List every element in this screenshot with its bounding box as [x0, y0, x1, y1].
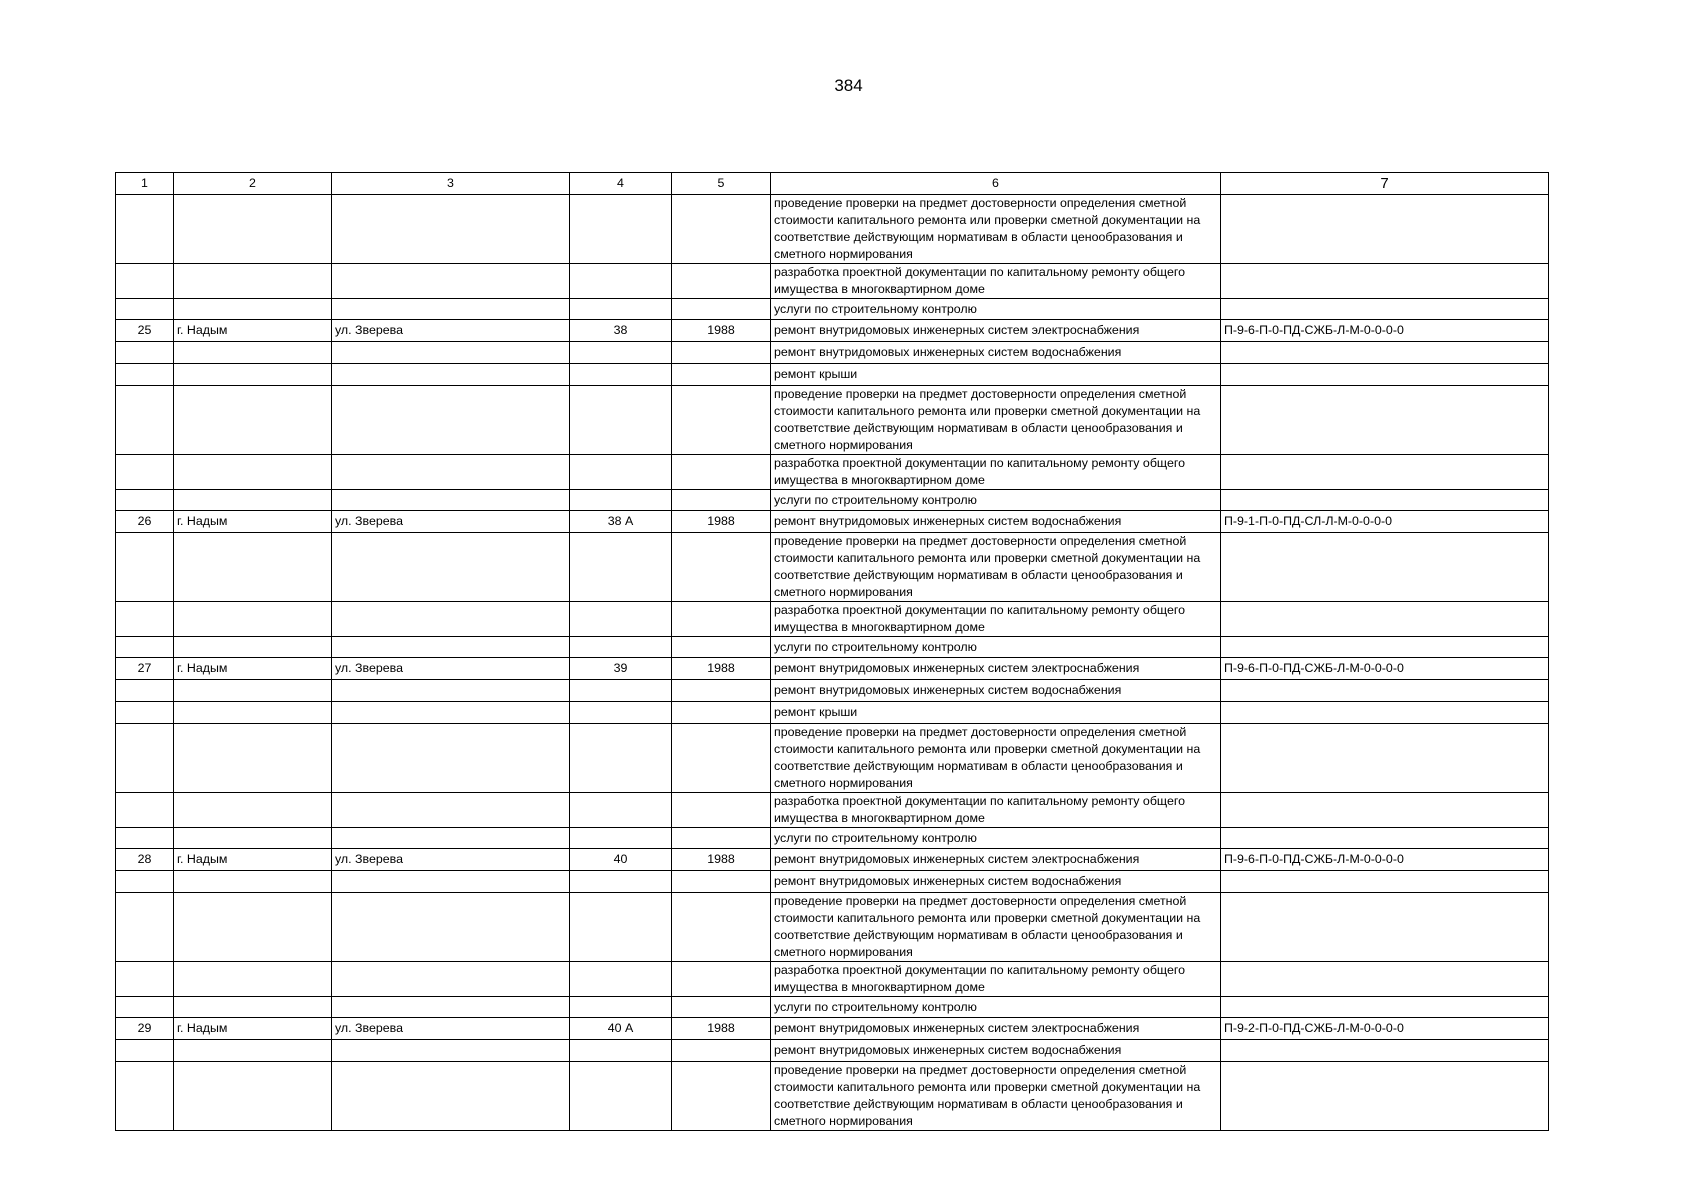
build-year-cell: 1988: [672, 1018, 771, 1040]
city-cell: [174, 871, 332, 893]
street-cell: [332, 195, 570, 264]
row-number-cell: [116, 533, 174, 602]
table-row: [116, 893, 1549, 962]
row-number-cell: [116, 1062, 174, 1131]
building-row: [116, 849, 1549, 871]
table-row: [116, 342, 1549, 364]
row-number-cell: [116, 793, 174, 828]
building-code-cell: [1221, 893, 1549, 962]
row-number-cell: [116, 702, 174, 724]
building-code-cell: [1221, 299, 1549, 320]
table-row: [116, 793, 1549, 828]
build-year-cell: 1988: [672, 658, 771, 680]
table-row: [116, 299, 1549, 320]
house-number-cell: [570, 299, 672, 320]
city-cell: [174, 724, 332, 793]
city-cell: [174, 962, 332, 997]
work-type-cell: ремонт внутридомовых инженерных систем электроснабжения: [771, 1018, 1221, 1040]
city-cell: [174, 893, 332, 962]
house-number-cell: 40: [570, 849, 672, 871]
work-type-cell: ремонт внутридомовых инженерных систем электроснабжения: [771, 658, 1221, 680]
table-row: [116, 602, 1549, 637]
row-number-cell: [116, 602, 174, 637]
row-number-cell: [116, 386, 174, 455]
city-cell: [174, 1040, 332, 1062]
work-type-cell: разработка проектной документации по капитальному ремонту общего имущества в многоквартирном доме: [771, 264, 1221, 299]
row-number-cell: [116, 1040, 174, 1062]
row-number-cell: 25: [116, 320, 174, 342]
street-cell: [332, 342, 570, 364]
house-number-cell: [570, 680, 672, 702]
work-type-cell: ремонт внутридомовых инженерных систем водоснабжения: [771, 511, 1221, 533]
street-cell: [332, 793, 570, 828]
table-row: [116, 364, 1549, 386]
work-type-cell: разработка проектной документации по капитальному ремонту общего имущества в многоквартирном доме: [771, 602, 1221, 637]
work-type-cell: разработка проектной документации по капитальному ремонту общего имущества в многоквартирном доме: [771, 793, 1221, 828]
column-header-2: 2: [174, 173, 332, 195]
street-cell: [332, 893, 570, 962]
street-cell: [332, 1040, 570, 1062]
street-cell: [332, 724, 570, 793]
city-cell: [174, 386, 332, 455]
build-year-cell: [672, 793, 771, 828]
build-year-cell: [672, 364, 771, 386]
table-row: [116, 962, 1549, 997]
city-cell: [174, 264, 332, 299]
column-header-7: 7: [1221, 173, 1549, 195]
building-row: [116, 320, 1549, 342]
house-number-cell: [570, 702, 672, 724]
city-cell: г. Надым: [174, 320, 332, 342]
house-number-cell: [570, 533, 672, 602]
build-year-cell: [672, 828, 771, 849]
column-number-row: [116, 173, 1549, 195]
building-code-cell: [1221, 828, 1549, 849]
house-number-cell: [570, 1062, 672, 1131]
build-year-cell: 1988: [672, 511, 771, 533]
building-code-cell: [1221, 680, 1549, 702]
build-year-cell: [672, 724, 771, 793]
work-type-cell: ремонт внутридомовых инженерных систем электроснабжения: [771, 320, 1221, 342]
house-number-cell: [570, 871, 672, 893]
city-cell: г. Надым: [174, 1018, 332, 1040]
city-cell: [174, 828, 332, 849]
house-number-cell: 39: [570, 658, 672, 680]
table-row: [116, 828, 1549, 849]
street-cell: [332, 637, 570, 658]
building-code-cell: [1221, 533, 1549, 602]
city-cell: [174, 490, 332, 511]
build-year-cell: [672, 490, 771, 511]
house-number-cell: [570, 342, 672, 364]
house-number-cell: [570, 724, 672, 793]
work-type-cell: услуги по строительному контролю: [771, 997, 1221, 1018]
house-number-cell: [570, 455, 672, 490]
table-row: [116, 386, 1549, 455]
street-cell: [332, 702, 570, 724]
row-number-cell: [116, 828, 174, 849]
street-cell: [332, 490, 570, 511]
building-code-cell: П-9-6-П-0-ПД-СЖБ-Л-М-0-0-0-0: [1221, 849, 1549, 871]
house-number-cell: [570, 828, 672, 849]
city-cell: [174, 533, 332, 602]
build-year-cell: [672, 893, 771, 962]
city-cell: г. Надым: [174, 511, 332, 533]
work-type-cell: услуги по строительному контролю: [771, 490, 1221, 511]
street-cell: ул. Зверева: [332, 658, 570, 680]
build-year-cell: [672, 602, 771, 637]
row-number-cell: 29: [116, 1018, 174, 1040]
city-cell: [174, 1062, 332, 1131]
table-row: [116, 724, 1549, 793]
house-number-cell: [570, 386, 672, 455]
table-row: [116, 490, 1549, 511]
house-number-cell: [570, 602, 672, 637]
building-code-cell: [1221, 637, 1549, 658]
building-code-cell: [1221, 702, 1549, 724]
work-type-cell: проведение проверки на предмет достоверности определения сметной стоимости капитального ремонта или проверки сметной документации на соответствие действующим нормативам в области ценообразования и сметного нормирования: [771, 386, 1221, 455]
city-cell: [174, 364, 332, 386]
row-number-cell: [116, 364, 174, 386]
table-row: [116, 455, 1549, 490]
work-type-cell: проведение проверки на предмет достоверности определения сметной стоимости капитального ремонта или проверки сметной документации на соответствие действующим нормативам в области ценообразования и сметного нормирования: [771, 724, 1221, 793]
build-year-cell: [672, 386, 771, 455]
city-cell: [174, 342, 332, 364]
building-code-cell: П-9-1-П-0-ПД-СЛ-Л-М-0-0-0-0: [1221, 511, 1549, 533]
build-year-cell: [672, 299, 771, 320]
work-type-cell: проведение проверки на предмет достоверности определения сметной стоимости капитального ремонта или проверки сметной документации на соответствие действующим нормативам в области ценообразования и сметного нормирования: [771, 1062, 1221, 1131]
city-cell: [174, 602, 332, 637]
city-cell: [174, 793, 332, 828]
building-code-cell: [1221, 264, 1549, 299]
row-number-cell: [116, 680, 174, 702]
build-year-cell: [672, 702, 771, 724]
street-cell: [332, 828, 570, 849]
work-type-cell: ремонт внутридомовых инженерных систем водоснабжения: [771, 1040, 1221, 1062]
house-number-cell: 38: [570, 320, 672, 342]
street-cell: [332, 455, 570, 490]
row-number-cell: [116, 997, 174, 1018]
row-number-cell: [116, 264, 174, 299]
building-code-cell: [1221, 602, 1549, 637]
building-row: [116, 658, 1549, 680]
building-code-cell: [1221, 962, 1549, 997]
building-code-cell: [1221, 490, 1549, 511]
column-header-4: 4: [570, 173, 672, 195]
column-header-3: 3: [332, 173, 570, 195]
page-number: 384: [834, 76, 863, 95]
street-cell: ул. Зверева: [332, 1018, 570, 1040]
building-code-cell: [1221, 386, 1549, 455]
row-number-cell: [116, 195, 174, 264]
table-row: [116, 1062, 1549, 1131]
city-cell: [174, 455, 332, 490]
build-year-cell: [672, 342, 771, 364]
table-row: [116, 264, 1549, 299]
building-code-cell: П-9-6-П-0-ПД-СЖБ-Л-М-0-0-0-0: [1221, 658, 1549, 680]
build-year-cell: [672, 1062, 771, 1131]
building-code-cell: [1221, 871, 1549, 893]
row-number-cell: [116, 637, 174, 658]
street-cell: [332, 1062, 570, 1131]
house-number-cell: [570, 793, 672, 828]
street-cell: [332, 680, 570, 702]
work-type-cell: услуги по строительному контролю: [771, 299, 1221, 320]
house-number-cell: [570, 962, 672, 997]
work-type-cell: ремонт крыши: [771, 364, 1221, 386]
build-year-cell: [672, 871, 771, 893]
work-type-cell: ремонт внутридомовых инженерных систем водоснабжения: [771, 871, 1221, 893]
work-type-cell: ремонт внутридомовых инженерных систем водоснабжения: [771, 680, 1221, 702]
work-type-cell: услуги по строительному контролю: [771, 637, 1221, 658]
house-number-cell: 38 А: [570, 511, 672, 533]
building-code-cell: [1221, 455, 1549, 490]
build-year-cell: [672, 962, 771, 997]
row-number-cell: [116, 490, 174, 511]
building-code-cell: П-9-2-П-0-ПД-СЖБ-Л-М-0-0-0-0: [1221, 1018, 1549, 1040]
house-number-cell: [570, 893, 672, 962]
city-cell: г. Надым: [174, 849, 332, 871]
house-number-cell: [570, 637, 672, 658]
street-cell: [332, 386, 570, 455]
street-cell: ул. Зверева: [332, 511, 570, 533]
building-code-cell: [1221, 195, 1549, 264]
build-year-cell: [672, 997, 771, 1018]
row-number-cell: 28: [116, 849, 174, 871]
work-type-cell: проведение проверки на предмет достоверности определения сметной стоимости капитального ремонта или проверки сметной документации на соответствие действующим нормативам в области ценообразования и сметного нормирования: [771, 893, 1221, 962]
table-row: [116, 680, 1549, 702]
work-type-cell: ремонт внутридомовых инженерных систем электроснабжения: [771, 849, 1221, 871]
street-cell: ул. Зверева: [332, 849, 570, 871]
city-cell: [174, 637, 332, 658]
work-type-cell: услуги по строительному контролю: [771, 828, 1221, 849]
row-number-cell: [116, 299, 174, 320]
street-cell: [332, 299, 570, 320]
work-type-cell: проведение проверки на предмет достоверности определения сметной стоимости капитального ремонта или проверки сметной документации на соответствие действующим нормативам в области ценообразования и сметного нормирования: [771, 195, 1221, 264]
row-number-cell: [116, 342, 174, 364]
street-cell: [332, 602, 570, 637]
street-cell: [332, 533, 570, 602]
city-cell: [174, 702, 332, 724]
build-year-cell: [672, 264, 771, 299]
street-cell: [332, 997, 570, 1018]
work-type-cell: ремонт внутридомовых инженерных систем водоснабжения: [771, 342, 1221, 364]
column-header-6: 6: [771, 173, 1221, 195]
building-code-cell: [1221, 342, 1549, 364]
row-number-cell: [116, 871, 174, 893]
row-number-cell: [116, 724, 174, 793]
table-row: [116, 871, 1549, 893]
building-code-cell: [1221, 364, 1549, 386]
build-year-cell: [672, 195, 771, 264]
house-number-cell: [570, 490, 672, 511]
building-row: [116, 1018, 1549, 1040]
table-body: [116, 173, 1549, 1131]
row-number-cell: 26: [116, 511, 174, 533]
table-row: [116, 702, 1549, 724]
work-type-cell: разработка проектной документации по капитальному ремонту общего имущества в многоквартирном доме: [771, 962, 1221, 997]
row-number-cell: [116, 962, 174, 997]
house-number-cell: [570, 997, 672, 1018]
build-year-cell: [672, 1040, 771, 1062]
building-row: [116, 511, 1549, 533]
building-code-cell: [1221, 1062, 1549, 1131]
city-cell: [174, 680, 332, 702]
street-cell: [332, 264, 570, 299]
row-number-cell: 27: [116, 658, 174, 680]
build-year-cell: [672, 637, 771, 658]
column-header-1: 1: [116, 173, 174, 195]
house-number-cell: [570, 364, 672, 386]
building-code-cell: [1221, 793, 1549, 828]
house-number-cell: 40 А: [570, 1018, 672, 1040]
building-code-cell: П-9-6-П-0-ПД-СЖБ-Л-М-0-0-0-0: [1221, 320, 1549, 342]
row-number-cell: [116, 455, 174, 490]
table-row: [116, 195, 1549, 264]
build-year-cell: [672, 533, 771, 602]
street-cell: [332, 364, 570, 386]
table-row: [116, 533, 1549, 602]
work-type-cell: ремонт крыши: [771, 702, 1221, 724]
build-year-cell: [672, 455, 771, 490]
column-header-5: 5: [672, 173, 771, 195]
street-cell: [332, 871, 570, 893]
house-number-cell: [570, 195, 672, 264]
table-row: [116, 637, 1549, 658]
street-cell: ул. Зверева: [332, 320, 570, 342]
table-row: [116, 1040, 1549, 1062]
table-row: [116, 997, 1549, 1018]
city-cell: [174, 997, 332, 1018]
city-cell: [174, 299, 332, 320]
city-cell: г. Надым: [174, 658, 332, 680]
build-year-cell: [672, 680, 771, 702]
street-cell: [332, 962, 570, 997]
building-code-cell: [1221, 997, 1549, 1018]
build-year-cell: 1988: [672, 849, 771, 871]
building-code-cell: [1221, 1040, 1549, 1062]
house-number-cell: [570, 264, 672, 299]
house-number-cell: [570, 1040, 672, 1062]
build-year-cell: 1988: [672, 320, 771, 342]
row-number-cell: [116, 893, 174, 962]
work-type-cell: проведение проверки на предмет достоверности определения сметной стоимости капитального ремонта или проверки сметной документации на соответствие действующим нормативам в области ценообразования и сметного нормирования: [771, 533, 1221, 602]
city-cell: [174, 195, 332, 264]
building-code-cell: [1221, 724, 1549, 793]
work-type-cell: разработка проектной документации по капитальному ремонту общего имущества в многоквартирном доме: [771, 455, 1221, 490]
repair-schedule-table: [115, 172, 1549, 1131]
